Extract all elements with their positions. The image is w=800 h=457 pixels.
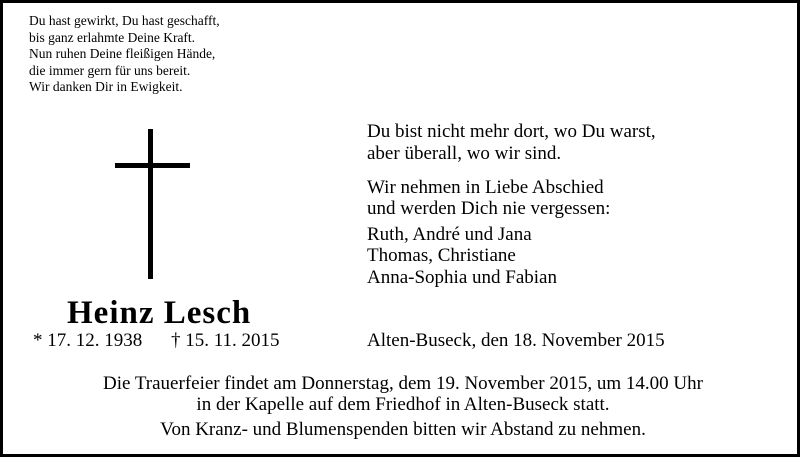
funeral-service-info <box>3 373 800 415</box>
donation-note-text: Von Kranz- und Blumenspenden bitten wir Abstand zu nehmen. <box>160 419 646 440</box>
service-line: Die Trauerfeier findet am Donnerstag, dem 19. November 2015, um 14.00 Uhr <box>103 373 703 394</box>
life-dates <box>33 330 280 352</box>
quote-line: aber überall, wo wir sind. <box>367 142 562 164</box>
poem-line: bis ganz erlahmte Deine Kraft. <box>29 29 196 45</box>
poem-line: Nun ruhen Deine fleißigen Hände, <box>29 46 216 62</box>
poem-line: Wir danken Dir in Ewigkeit. <box>29 79 183 95</box>
quote-line: Du bist nicht mehr dort, wo Du warst, <box>367 121 656 142</box>
mourning-message <box>367 121 656 288</box>
death-date: † 15. 11. 2015 <box>171 330 280 351</box>
farewell-line: und werden Dich nie vergessen: <box>367 198 611 219</box>
birth-date: * 17. 12. 1938 <box>33 330 143 351</box>
service-line: in der Kapelle auf dem Friedhof in Alten-Buseck statt. <box>196 394 610 415</box>
poem-line: die immer gern für uns bereit. <box>29 62 191 78</box>
donation-note <box>3 419 800 440</box>
farewell-line: Wir nehmen in Liebe Abschied <box>367 176 604 198</box>
mourner-line: Anna-Sophia und Fabian <box>367 266 557 288</box>
mourner-line: Thomas, Christiane <box>367 245 516 266</box>
mourner-line: Ruth, André und Jana <box>367 223 532 245</box>
deceased-name: Heinz Lesch <box>67 295 252 331</box>
place-and-date: Alten-Buseck, den 18. November 2015 <box>367 330 665 351</box>
cross-icon <box>115 129 190 279</box>
memorial-poem <box>29 13 220 96</box>
poem-line: Du hast gewirkt, Du hast geschafft, <box>29 13 220 28</box>
